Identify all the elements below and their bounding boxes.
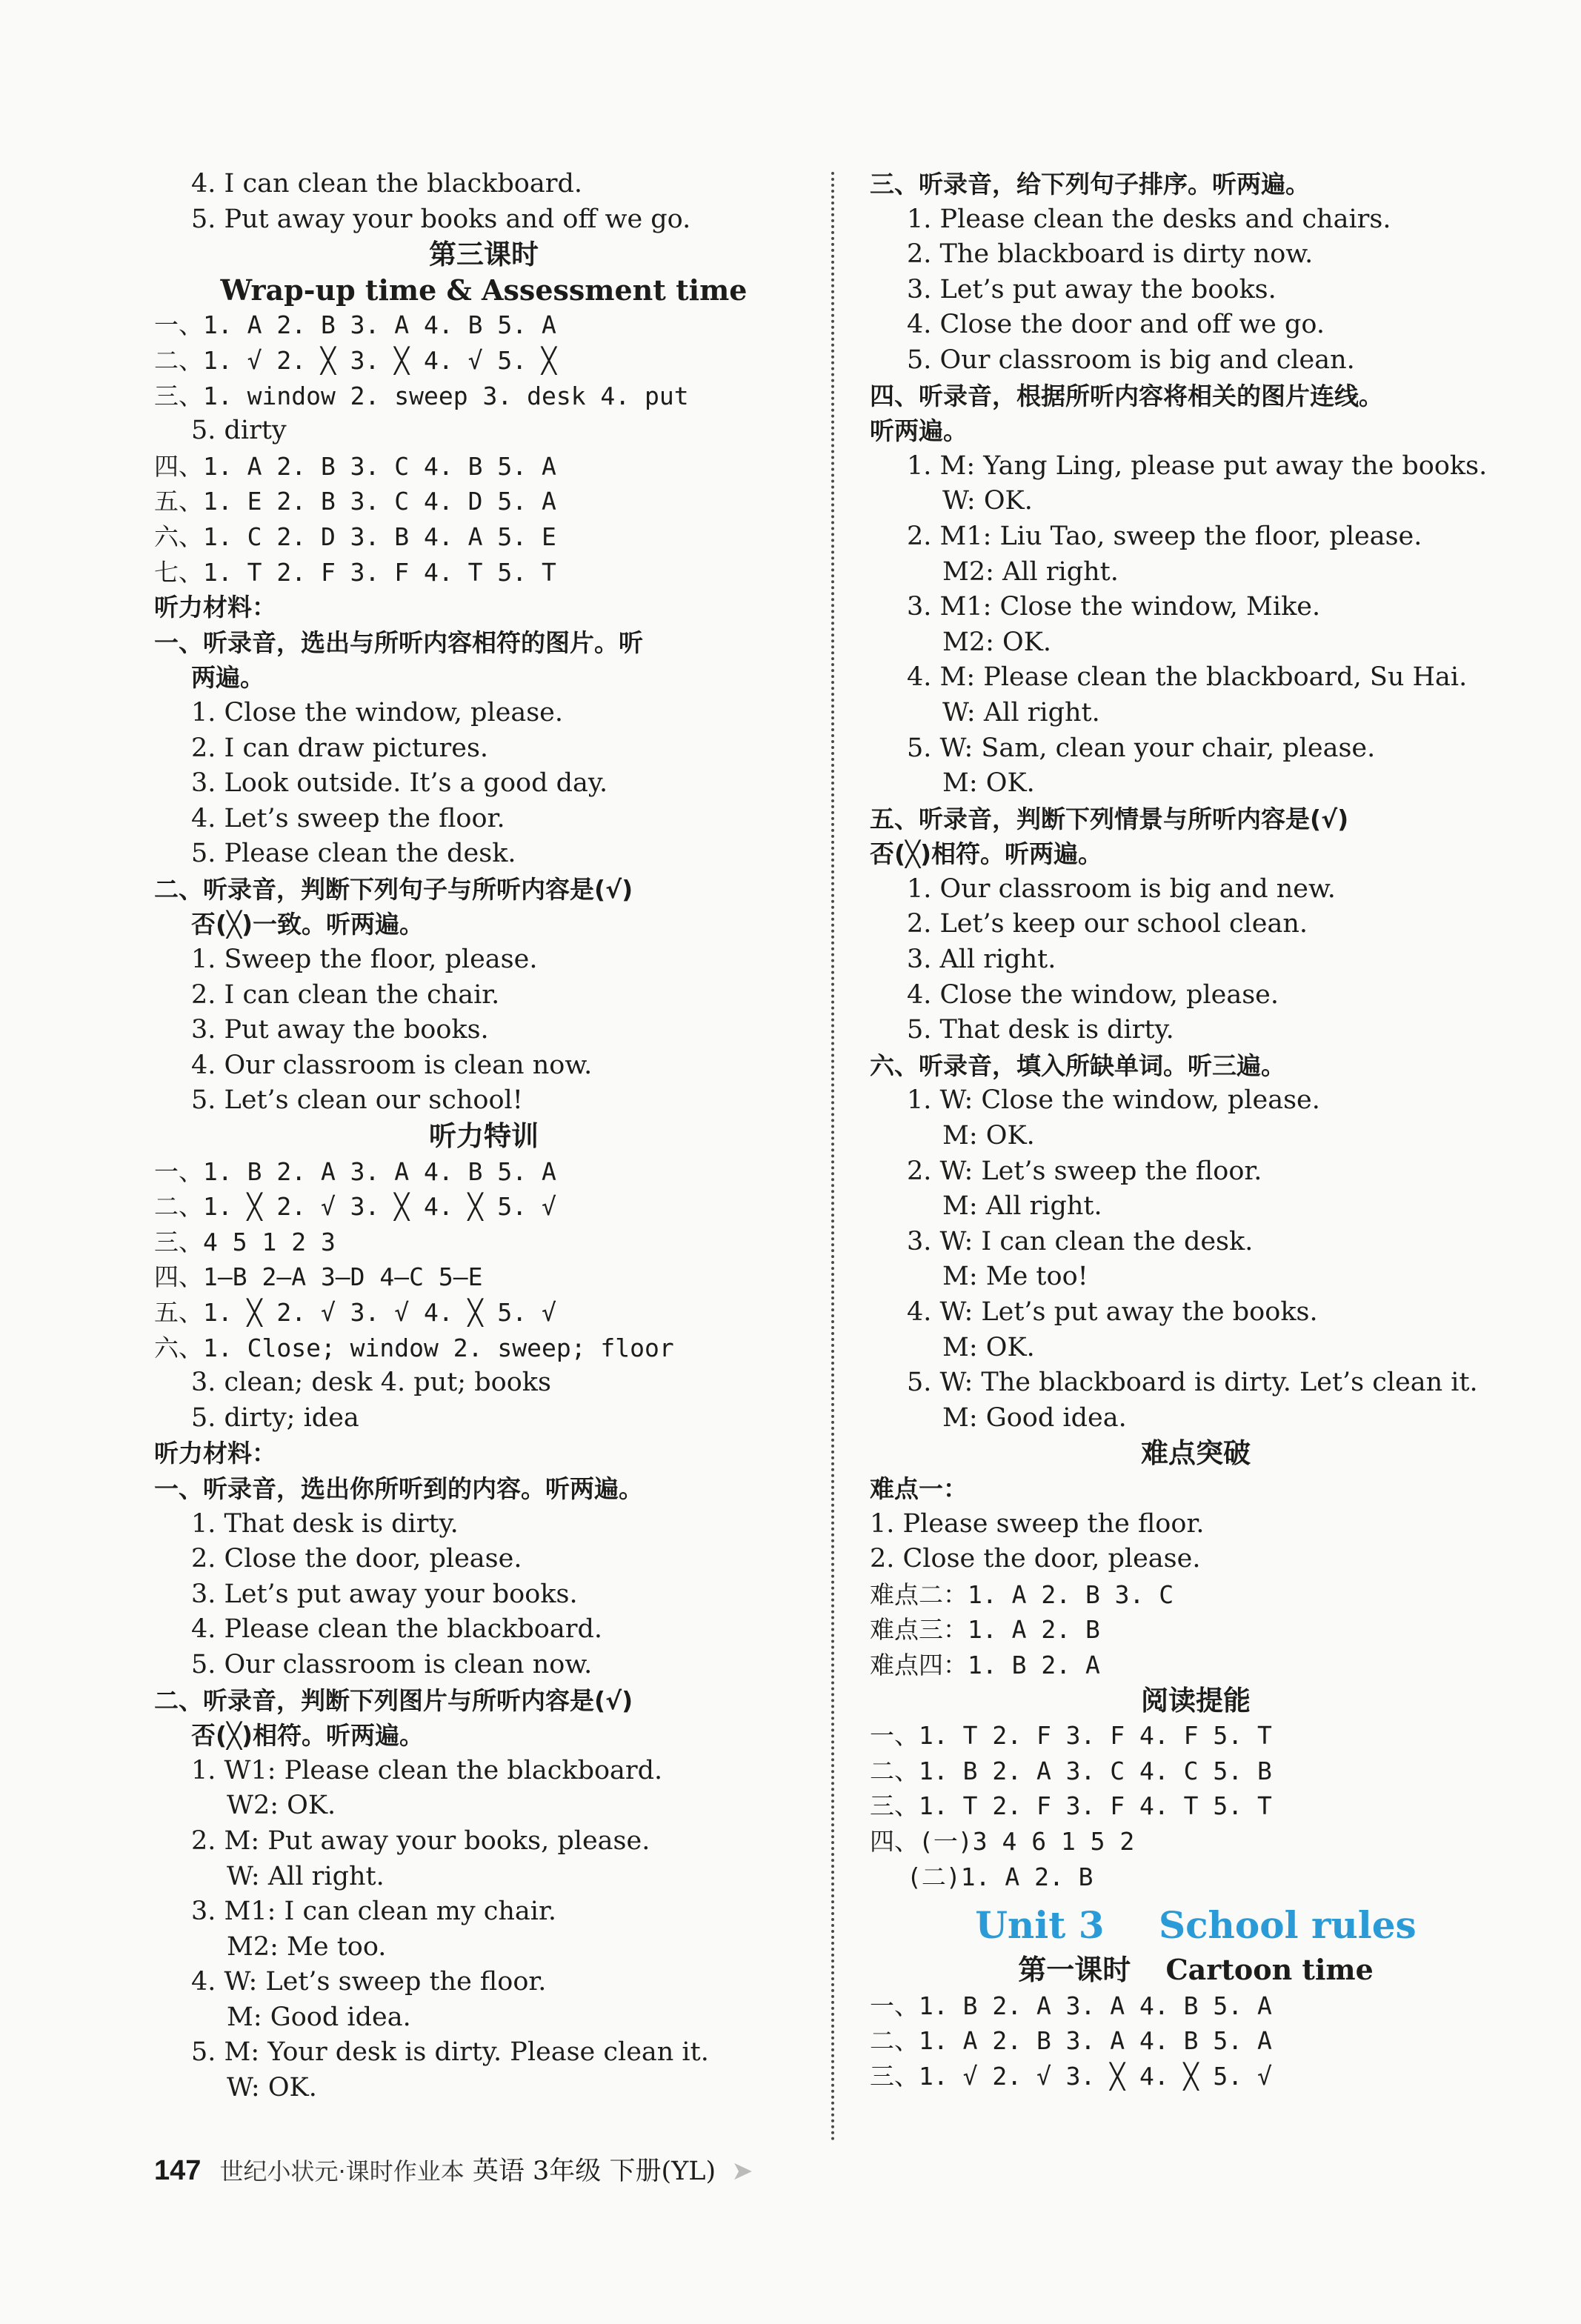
lesson-title-en: Cartoon time: [1165, 1953, 1374, 1987]
text-line: 5. Let’s clean our school!: [191, 1085, 523, 1116]
text-line: 二、1. √ 2. ╳ 3. ╳ 4. √ 5. ╳: [154, 345, 556, 375]
text-line: (二)1. A 2. B: [907, 1862, 1094, 1891]
text-line: 一、1. B 2. A 3. A 4. B 5. A: [154, 1156, 556, 1186]
lesson-title: [870, 1952, 1522, 1988]
text-line: 5. That desk is dirty.: [907, 1015, 1174, 1045]
text-line: 3. Look outside. It’s a good day.: [191, 768, 608, 799]
text-line: 五、1. ╳ 2. √ 3. √ 4. ╳ 5. √: [154, 1298, 556, 1327]
subject-label: 英语: [472, 2157, 525, 2186]
text-line: 二、听录音，判断下列句子与所听内容是(√): [154, 874, 633, 904]
text-line: 否(╳)相符。听两遍。: [870, 839, 1103, 869]
text-line: 否(╳)一致。听两遍。: [191, 910, 425, 939]
text-line: 4. Close the window, please.: [907, 979, 1279, 1010]
text-line: 听力材料：: [154, 1439, 276, 1468]
text-line: 难点二：1. A 2. B 3. C: [870, 1579, 1174, 1609]
text-line: 1. Please clean the desks and chairs.: [907, 204, 1391, 234]
text-line: M2: OK.: [942, 627, 1051, 657]
text-line: 七、1. T 2. F 3. F 4. T 5. T: [154, 557, 556, 587]
text-line: 2. Close the door, please.: [870, 1544, 1201, 1574]
text-line: 一、听录音，选出你所听到的内容。听两遍。: [154, 1474, 643, 1503]
book-brand: 世纪小状元·课时作业本: [219, 2157, 465, 2185]
text-line: 二、1. A 2. B 3. A 4. B 5. A: [870, 2026, 1272, 2056]
text-line: 三、1. window 2. sweep 3. desk 4. put: [154, 381, 689, 410]
unit-number: Unit 3: [975, 1903, 1105, 1948]
lesson-title-cn: 第一课时: [1018, 1954, 1131, 1987]
text-line: 2. I can clean the chair.: [191, 979, 500, 1010]
text-line: 三、4 5 1 2 3: [154, 1227, 336, 1256]
text-line: 4. W: Let’s put away the books.: [907, 1297, 1318, 1327]
text-line: 难点突破: [1141, 1437, 1251, 1470]
column-divider: [831, 172, 834, 2142]
text-line: 2. M1: Liu Tao, sweep the floor, please.: [907, 521, 1422, 551]
text-line: 4. I can clean the blackboard.: [191, 169, 582, 199]
text-line: 3. Let’s put away your books.: [191, 1579, 578, 1609]
text-line: M: All right.: [942, 1191, 1102, 1222]
text-line: 一、1. B 2. A 3. A 4. B 5. A: [870, 1991, 1272, 2020]
text-line: 1. Our classroom is big and new.: [907, 873, 1336, 904]
text-line: 三、1. √ 2. √ 3. ╳ 4. ╳ 5. √: [870, 2061, 1272, 2091]
text-line: 否(╳)相符。听两遍。: [191, 1721, 425, 1751]
text-line: 三、1. T 2. F 3. F 4. T 5. T: [870, 1791, 1272, 1821]
text-line: 二、1. B 2. A 3. C 4. C 5. B: [870, 1756, 1272, 1785]
text-line: 3. W: I can clean the desk.: [907, 1226, 1254, 1256]
text-line: 难点一：: [870, 1474, 968, 1503]
text-line: 5. Please clean the desk.: [191, 839, 516, 869]
text-line: 四、听录音，根据所听内容将相关的图片连线。: [870, 381, 1383, 410]
text-line: 2. Close the door, please.: [191, 1544, 522, 1574]
text-line: 5. Our classroom is clean now.: [191, 1649, 593, 1679]
text-line: 2. W: Let’s sweep the floor.: [907, 1156, 1262, 1186]
text-line: 三、听录音，给下列句子排序。听两遍。: [870, 170, 1310, 199]
text-line: 4. Let’s sweep the floor.: [191, 803, 505, 833]
text-line: 六、1. C 2. D 3. B 4. A 5. E: [154, 522, 556, 551]
unit-title: [870, 1899, 1522, 1952]
text-line: 1. W1: Please clean the blackboard.: [191, 1755, 663, 1785]
text-line: 一、1. A 2. B 3. A 4. B 5. A: [154, 310, 556, 340]
text-line: M: OK.: [942, 1332, 1035, 1362]
text-line: 听两遍。: [870, 416, 968, 446]
text-line: 二、1. ╳ 2. √ 3. ╳ 4. ╳ 5. √: [154, 1192, 556, 1222]
text-line: 六、听录音，填入所缺单词。听三遍。: [870, 1051, 1285, 1080]
text-line: 难点四：1. B 2. A: [870, 1650, 1100, 1679]
text-line: 一、听录音，选出与所听内容相符的图片。听: [154, 627, 643, 657]
left-column: [154, 167, 813, 2137]
text-line: 1. Close the window, please.: [191, 697, 564, 728]
text-line: 4. Our classroom is clean now.: [191, 1050, 593, 1080]
text-line: 4. W: Let’s sweep the floor.: [191, 1967, 547, 1997]
text-line: Wrap-up time & Assessment time: [220, 273, 748, 307]
text-line: 3. clean; desk 4. put; books: [191, 1368, 551, 1398]
text-line: 阅读提能: [1141, 1684, 1251, 1717]
text-line: 2. M: Put away your books, please.: [191, 1825, 650, 1856]
text-line: 第三课时: [429, 239, 539, 271]
text-line: 3. M1: I can clean my chair.: [191, 1897, 556, 1927]
text-line: 2. I can draw pictures.: [191, 733, 489, 763]
text-line: 2. Let’s keep our school clean.: [907, 909, 1308, 939]
text-line: 听力材料：: [154, 593, 276, 622]
text-line: 1. W: Close the window, please.: [907, 1085, 1320, 1116]
text-line: 1. M: Yang Ling, please put away the books.: [907, 450, 1488, 481]
arrow-icon: ➤: [731, 2157, 753, 2186]
text-line: 四、1—B 2—A 3—D 4—C 5—E: [154, 1262, 483, 1292]
text-line: 四、(一)3 4 6 1 5 2: [870, 1826, 1135, 1856]
text-line: 5. M: Your desk is dirty. Please clean it.: [191, 2037, 709, 2068]
text-line: 5. W: The blackboard is dirty. Let’s clean it.: [907, 1368, 1478, 1398]
text-line: 4. M: Please clean the blackboard, Su Hai.: [907, 662, 1468, 693]
text-line: 4. Close the door and off we go.: [907, 310, 1325, 340]
right-column: [870, 167, 1522, 2137]
text-line: 3. Let’s put away the books.: [907, 274, 1277, 304]
text-line: 听力特训: [429, 1120, 539, 1153]
text-line: 1. Please sweep the floor.: [870, 1508, 1205, 1539]
text-line: M: Good idea.: [227, 2002, 411, 2032]
text-line: W: OK.: [942, 486, 1033, 516]
text-line: M: Good idea.: [942, 1402, 1127, 1433]
text-line: W: OK.: [227, 2073, 317, 2103]
text-line: 二、听录音，判断下列图片与所听内容是(√): [154, 1685, 633, 1715]
text-line: W2: OK.: [227, 1791, 336, 1821]
grade-label: 3年级: [533, 2157, 602, 2186]
page-number: 147: [154, 2155, 202, 2186]
text-line: 一、1. T 2. F 3. F 4. F 5. T: [870, 1721, 1272, 1751]
text-line: 六、1. Close; window 2. sweep; floor: [154, 1333, 674, 1362]
text-line: 5. W: Sam, clean your chair, please.: [907, 733, 1376, 763]
text-line: 5. Put away your books and off we go.: [191, 204, 691, 234]
text-line: 两遍。: [191, 663, 264, 693]
text-line: 3. All right.: [907, 945, 1056, 975]
text-line: 5. dirty; idea: [191, 1402, 359, 1433]
unit-name: School rules: [1159, 1903, 1417, 1948]
text-line: 五、听录音，判断下列情景与所听内容是(√): [870, 804, 1349, 833]
text-line: M2: All right.: [942, 556, 1119, 587]
text-line: 5. Our classroom is big and clean.: [907, 344, 1355, 375]
text-line: M: Me too!: [942, 1262, 1088, 1292]
text-line: 2. The blackboard is dirty now.: [907, 239, 1314, 270]
text-line: 五、1. E 2. B 3. C 4. D 5. A: [154, 487, 556, 516]
text-line: 1. That desk is dirty.: [191, 1508, 459, 1539]
text-line: W: All right.: [227, 1861, 385, 1891]
text-line: 3. M1: Close the window, Mike.: [907, 592, 1321, 622]
text-line: M2: Me too.: [227, 1931, 387, 1962]
text-line: 4. Please clean the blackboard.: [191, 1614, 603, 1645]
text-line: 5. dirty: [191, 416, 287, 446]
page-footer: [154, 2148, 753, 2193]
text-line: M: OK.: [942, 1121, 1035, 1151]
text-line: W: All right.: [942, 697, 1100, 728]
text-line: 3. Put away the books.: [191, 1015, 489, 1045]
text-line: 1. Sweep the floor, please.: [191, 945, 538, 975]
text-line: M: OK.: [942, 768, 1035, 799]
volume-label: 下册(YL): [609, 2157, 716, 2186]
text-line: 难点三：1. A 2. B: [870, 1615, 1100, 1645]
text-line: 四、1. A 2. B 3. C 4. B 5. A: [154, 451, 556, 481]
